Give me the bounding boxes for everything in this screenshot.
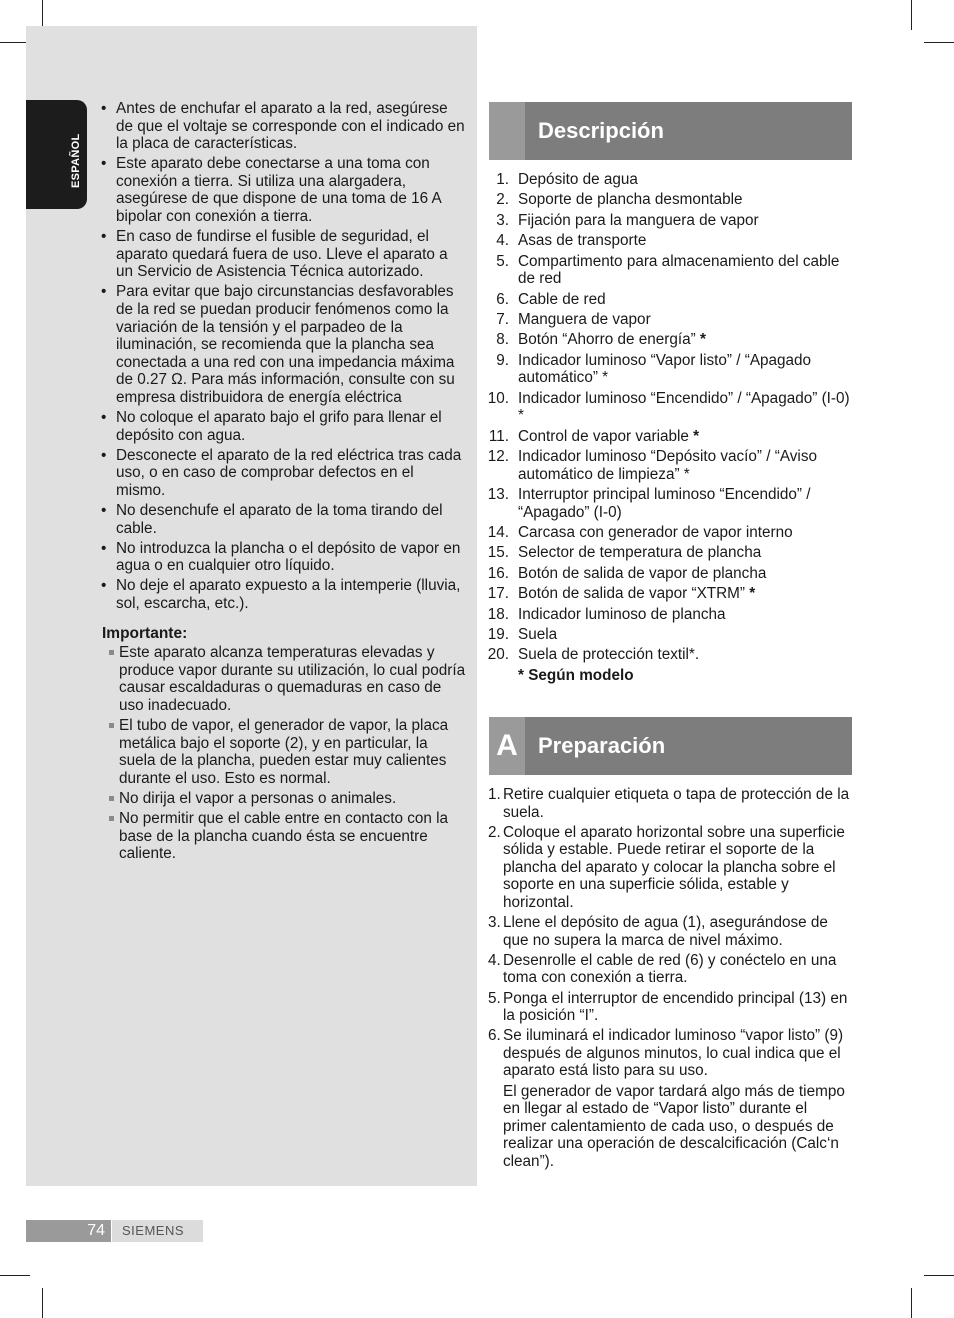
safety-bullet-item bbox=[100, 540, 466, 575]
descripcion-item bbox=[487, 524, 852, 542]
item-text: Depósito de agua bbox=[518, 171, 638, 188]
descripcion-item bbox=[487, 232, 852, 250]
safety-bullet-item bbox=[100, 228, 466, 281]
item-text: Indicador luminoso de plancha bbox=[518, 605, 726, 623]
step-text: Llene el depósito de agua (1), asegurándose de que no supera la marca de nivel máximo. bbox=[503, 914, 828, 949]
item-text: Suela de protección textil*. bbox=[518, 646, 700, 664]
safety-bullet-item bbox=[100, 447, 466, 500]
importante-text: No permitir que el cable entre en contacto con la base de la plancha cuando ésta se encuentre caliente. bbox=[119, 810, 449, 863]
item-number: 8. bbox=[496, 331, 509, 349]
descripcion-item bbox=[487, 390, 852, 425]
safety-bullet-item bbox=[100, 100, 466, 153]
language-tab bbox=[26, 100, 87, 209]
step-number: 3. bbox=[488, 914, 501, 932]
importante-item bbox=[100, 790, 466, 808]
item-text: Fijación para la manguera de vapor bbox=[518, 211, 759, 229]
safety-bullet-text: No introduzca la plancha o el depósito de vapor en agua o en cualquier otro líquido. bbox=[116, 539, 461, 575]
item-text: Indicador luminoso “Vapor listo” / “Apagado automático” * bbox=[518, 351, 812, 387]
descripcion-item bbox=[487, 352, 852, 387]
item-number: 16. bbox=[487, 564, 509, 582]
item-number: 1. bbox=[496, 171, 509, 188]
safety-bullet-item bbox=[100, 577, 466, 612]
item-text: Manguera de vapor bbox=[518, 310, 651, 328]
importante-heading: Importante: bbox=[102, 624, 188, 642]
importante-list bbox=[100, 644, 466, 863]
bullet-mark: • bbox=[101, 577, 107, 595]
safety-bullet-text: Desconecte el aparato de la red eléctrica tras cada uso, o en caso de comprobar defectos en el mismo. bbox=[116, 446, 462, 499]
item-number: 20. bbox=[487, 646, 509, 664]
bullet-mark: • bbox=[101, 155, 107, 173]
crop-mark bbox=[911, 1288, 912, 1318]
descripcion-item bbox=[487, 585, 852, 603]
brand-label: SIEMENS bbox=[112, 1220, 203, 1242]
step-number: 2. bbox=[488, 823, 501, 841]
safety-bullet-text: Este aparato debe conectarse a una toma con conexión a tierra. Si utiliza una alargadera, asegúrese de que dispone de una toma de 16 A bipolar con conexión a tierra. bbox=[116, 155, 441, 226]
item-number: 3. bbox=[496, 211, 509, 229]
preparacion-title: Preparación bbox=[538, 733, 666, 758]
step-text: Coloque el aparato horizontal sobre una superficie sólida y estable. Puede retirar el soporte de la plancha del aparato y colocar la plancha sobre el soporte en una superficie sólida, estable y horizontal. bbox=[503, 823, 845, 912]
step-text: Ponga el interruptor de encendido principal (13) en la posición “I”. bbox=[503, 989, 848, 1025]
descripcion-item bbox=[487, 646, 852, 664]
preparacion-step bbox=[487, 824, 852, 912]
descripcion-item bbox=[487, 191, 852, 209]
item-number: 10. bbox=[487, 389, 509, 407]
safety-bullet-item bbox=[100, 155, 466, 225]
descripcion-header-box bbox=[489, 102, 525, 160]
model-note: * Según modelo bbox=[518, 666, 634, 684]
item-text: Suela bbox=[518, 626, 558, 643]
item-text: Soporte de plancha desmontable bbox=[518, 191, 743, 209]
safety-column bbox=[100, 100, 466, 865]
preparacion-extra: El generador de vapor tardará algo más de tiempo en llegar al estado de “Vapor listo” durante el primer calentamiento de cada uso, o después de realizar una operación de descalcificación (Calc‘n clean”). bbox=[503, 1082, 845, 1170]
item-text: Botón “Ahorro de energía” bbox=[518, 331, 696, 349]
importante-item bbox=[100, 810, 466, 863]
item-text: Interruptor principal luminoso “Encendido” / “Apagado” (I-0) bbox=[518, 486, 811, 521]
item-number: 19. bbox=[487, 626, 509, 643]
preparacion-step bbox=[487, 914, 852, 949]
item-text: Selector de temperatura de plancha bbox=[518, 544, 762, 562]
descripcion-item bbox=[487, 448, 852, 483]
step-number: 6. bbox=[488, 1027, 501, 1045]
safety-bullet-text: Antes de enchufar el aparato a la red, asegúrese de que el voltaje se corresponde con el indicado en la placa de características. bbox=[116, 100, 465, 153]
item-text: Asas de transporte bbox=[518, 232, 647, 250]
descripcion-item bbox=[487, 253, 852, 288]
bullet-mark: • bbox=[101, 100, 107, 117]
importante-text: El tubo de vapor, el generador de vapor, la placa metálica bajo el soporte (2), y en particular, la suela de la plancha, pueden estar muy calientes durante el uso. Esto es normal. bbox=[119, 717, 449, 787]
descripcion-item bbox=[487, 565, 852, 583]
item-number: 12. bbox=[487, 448, 509, 466]
safety-bullet-item bbox=[100, 283, 466, 406]
descripcion-item bbox=[487, 171, 852, 189]
square-bullet bbox=[109, 796, 114, 801]
bullet-mark: • bbox=[101, 228, 107, 246]
item-number: 7. bbox=[496, 310, 509, 328]
importante-text: Este aparato alcanza temperaturas elevadas y produce vapor durante su utilización, lo cual podría causar escaldaduras o quemaduras en caso de uso inadecuado. bbox=[119, 644, 466, 714]
preparacion-step bbox=[487, 786, 852, 821]
bullet-mark: • bbox=[101, 502, 107, 520]
square-bullet bbox=[109, 650, 114, 655]
step-text: Desenrolle el cable de red (6) y conéctelo en una toma con conexión a tierra. bbox=[503, 951, 837, 987]
crop-mark bbox=[911, 0, 912, 30]
item-text: Botón de salida de vapor “XTRM” bbox=[518, 585, 746, 603]
importante-item bbox=[100, 644, 466, 714]
item-number: 14. bbox=[487, 524, 509, 542]
item-number: 18. bbox=[487, 605, 509, 623]
step-text: Retire cualquier etiqueta o tapa de protección de la suela. bbox=[503, 786, 850, 821]
descripcion-list bbox=[487, 171, 852, 684]
square-bullet bbox=[109, 816, 114, 821]
bullet-mark: • bbox=[101, 283, 107, 301]
item-text: Compartimento para almacenamiento del cable de red bbox=[518, 252, 840, 288]
item-text: Carcasa con generador de vapor interno bbox=[518, 524, 793, 542]
descripcion-title: Descripción bbox=[538, 118, 664, 143]
item-text: Cable de red bbox=[518, 290, 606, 308]
square-bullet bbox=[109, 723, 114, 728]
preparacion-header bbox=[489, 717, 852, 775]
safety-bullet-text: No deje el aparato expuesto a la intemperie (lluvia, sol, escarcha, etc.). bbox=[116, 577, 461, 613]
item-text: Indicador luminoso “Encendido” / “Apagado” (I-0) * bbox=[518, 389, 850, 425]
descripcion-item bbox=[487, 606, 852, 624]
item-number: 2. bbox=[496, 191, 509, 209]
descripcion-item bbox=[487, 291, 852, 309]
safety-bullet-text: No coloque el aparato bajo el grifo para llenar el depósito con agua. bbox=[116, 409, 442, 444]
bullet-mark: • bbox=[101, 446, 107, 464]
safety-bullet-text: No desenchufe el aparato de la toma tirando del cable. bbox=[116, 502, 443, 537]
crop-mark bbox=[42, 1288, 43, 1318]
importante-text: No dirija el vapor a personas o animales. bbox=[119, 789, 397, 807]
descripcion-item bbox=[487, 486, 852, 521]
item-star: * bbox=[695, 331, 706, 349]
step-number: 1. bbox=[488, 786, 501, 803]
bullet-mark: • bbox=[101, 409, 107, 427]
importante-item bbox=[100, 717, 466, 787]
item-text: Indicador luminoso “Depósito vacío” / “Aviso automático de limpieza” * bbox=[518, 448, 817, 483]
item-number: 17. bbox=[487, 585, 509, 603]
bullet-mark: • bbox=[101, 539, 107, 557]
item-number: 5. bbox=[496, 252, 509, 270]
preparacion-step bbox=[487, 1027, 852, 1080]
crop-mark bbox=[0, 1275, 30, 1276]
preparacion-step bbox=[487, 952, 852, 987]
descripcion-header bbox=[489, 102, 852, 160]
item-number: 15. bbox=[487, 544, 509, 562]
safety-bullet-text: Para evitar que bajo circunstancias desfavorables de la red se puedan producir fenómenos como la variación de la tensión y el parpadeo de la iluminación, se recomienda que la plancha sea conectada a una red con una impedancia máxima de 0.27 Ω. Para más información, consulte con su empresa distribuidora de energía eléctrica bbox=[116, 283, 455, 406]
preparacion-list bbox=[487, 786, 852, 1170]
item-number: 4. bbox=[496, 232, 509, 250]
item-number: 9. bbox=[496, 351, 509, 369]
safety-bullet-list bbox=[100, 100, 466, 613]
item-number: 11. bbox=[488, 427, 509, 445]
step-number: 5. bbox=[488, 989, 501, 1007]
page-number: 74 bbox=[26, 1220, 111, 1242]
preparacion-step bbox=[487, 990, 852, 1025]
item-text: Control de vapor variable bbox=[518, 427, 689, 445]
crop-mark bbox=[924, 1275, 954, 1276]
descripcion-item bbox=[487, 311, 852, 329]
item-number: 13. bbox=[487, 486, 509, 504]
safety-bullet-text: En caso de fundirse el fusible de seguridad, el aparato quedará fuera de uso. Lleve el aparato a un Servicio de Asistencia Técnica autorizado. bbox=[116, 228, 448, 281]
item-text: Botón de salida de vapor de plancha bbox=[518, 564, 767, 582]
item-star: * bbox=[688, 427, 700, 445]
descripcion-item bbox=[487, 331, 852, 349]
descripcion-item bbox=[487, 428, 852, 446]
item-star: * bbox=[745, 585, 756, 603]
step-number: 4. bbox=[488, 951, 501, 969]
preparacion-badge: A bbox=[489, 717, 525, 775]
descripcion-item bbox=[487, 212, 852, 230]
language-tab-label: ESPAÑOL bbox=[70, 133, 82, 188]
step-text: Se iluminará el indicador luminoso “vapor listo” (9) después de algunos minutos, lo cual indica que el aparato está listo para su uso. bbox=[503, 1027, 844, 1080]
descripcion-item bbox=[487, 626, 852, 644]
descripcion-item bbox=[487, 544, 852, 562]
item-number: 6. bbox=[496, 290, 509, 308]
safety-bullet-item bbox=[100, 409, 466, 444]
safety-bullet-item bbox=[100, 502, 466, 537]
crop-mark bbox=[924, 42, 954, 43]
